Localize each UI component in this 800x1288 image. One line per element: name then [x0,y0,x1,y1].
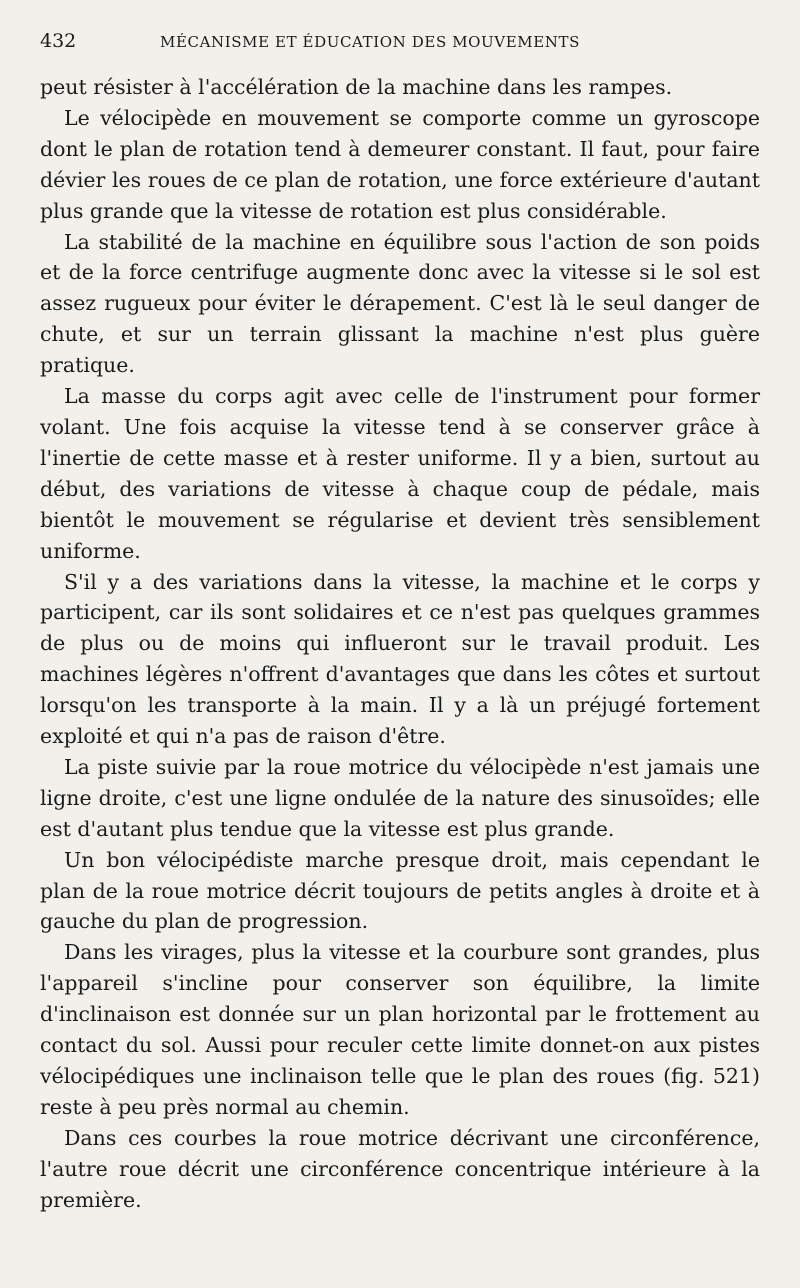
paragraph: Dans ces courbes la roue motrice décrivant une circonférence, l'autre roue décrit une circonférence concentrique intérieure à la première. [40,1125,760,1212]
page-header [40,30,760,60]
paragraph: La piste suivie par la roue motrice du vélocipède n'est jamais une ligne droite, c'est une ligne ondulée de la nature des sinusoïdes; elle est d'autant plus tendue que la vitesse est plus grande. [40,754,760,841]
body-text [40,72,760,1216]
paragraph: La masse du corps agit avec celle de l'instrument pour former volant. Une fois acquise la vitesse tend à se conserver grâce à l'inertie de cette masse et à rester uniforme. Il y a bien, surtout au début, des variations de vitesse à chaque coup de pédale, mais bientôt le mouvement se régularise et devient très sensiblement uniforme. [40,384,760,563]
paragraph: Dans les virages, plus la vitesse et la courbure sont grandes, plus l'appareil s'incline pour conserver son équilibre, la limite d'inclinaison est donnée sur un plan horizontal par le frottement au contact du sol. Aussi pour reculer cette limite donnet-on aux pistes vélocipédiques une inclinaison telle que le plan des roues (fig. 521) reste à peu près normal au chemin. [40,940,760,1119]
paragraph: peut résister à l'accélération de la machine dans les rampes. [40,75,673,99]
paragraph: La stabilité de la machine en équilibre sous l'action de son poids et de la force centrifuge augmente donc avec la vitesse si le sol est assez rugueux pour éviter le dérapement. C'est là le seul danger de chute, et sur un terrain glissant la machine n'est plus guère pratique. [40,229,760,378]
paragraph: S'il y a des variations dans la vitesse, la machine et le corps y participent, car ils sont solidaires et ce n'est pas quelques grammes de plus ou de moins qui influeront sur le travail produit. Les machines légères n'offrent d'avantages que dans les côtes et surtout lorsqu'on les transporte à la main. Il y a là un préjugé fortement exploité et qui n'a pas de raison d'être. [40,569,760,749]
page-number: 432 [40,30,77,52]
running-title: MÉCANISME ET ÉDUCATION DES MOUVEMENTS [160,33,580,51]
paragraph: Le vélocipède en mouvement se comporte comme un gyroscope dont le plan de rotation tend à demeurer constant. Il faut, pour faire dévier les roues de ce plan de rotation, une force extérieure d'autant plus grande que la vitesse de rotation est plus considérable. [40,105,760,223]
paragraph: Un bon vélocipédiste marche presque droit, mais cependant le plan de la roue motrice décrit toujours de petits angles à droite et à gauche du plan de progression. [40,847,760,934]
